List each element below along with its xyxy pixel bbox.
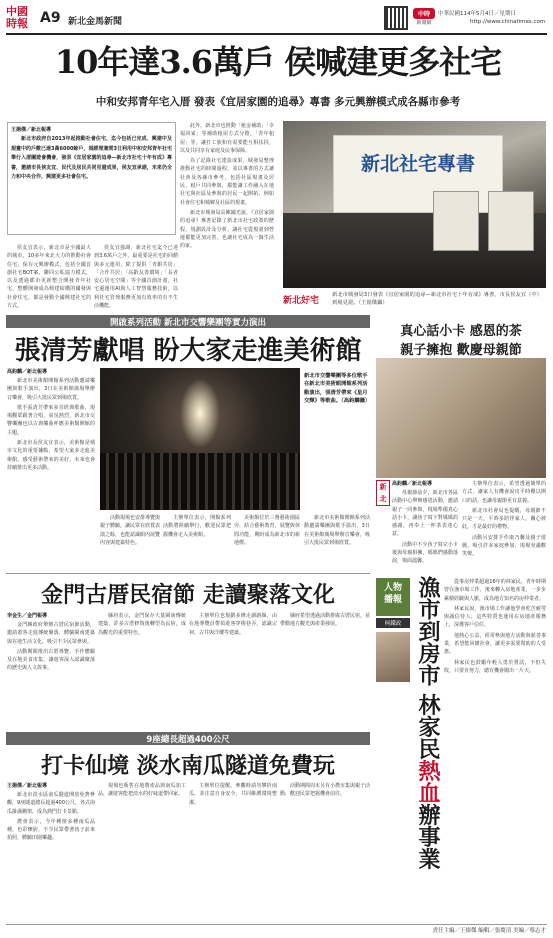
s4-col-1 xyxy=(7,612,95,730)
s2-p1: 歌手張清芳帶來多首經典歌曲，現場觀眾跟著合唱，氣氛熱烈，新北市交響樂團也以古典樂曲呼應美術館開館的主題。 xyxy=(7,404,95,436)
s6-label-mid: 播報 xyxy=(383,595,402,605)
s6-p3: 林家民也鼓勵年輕人勇於嘗試，不怕失敗，只要肯努力，總有機會闖出一片天。 xyxy=(444,659,546,674)
s2-col-2 xyxy=(100,514,160,570)
lead-photo-caption: 新北市城發局3日發表《宜居家園的追尋—新北市社宅十年有成》專書，市長侯友宜（中）到場見證。（王揚傑攝） xyxy=(332,292,542,306)
lead-p1: 侯友宜表示，新北市是全國最大的城市，10多年來北大力的推動社會住宅，保存元興辦模式，包括全國首創社宅BOT案、聯同公私協力模式，以及透過都市更新整合開發青年社宅，整體開發成為興建結構的國發與社會住宅，都是發動全國興建社宅的方式。 xyxy=(7,245,91,310)
s4-p2: 縣府表示，金門保存大量閩南傳統建築，許多古厝修復後轉型為民宿，成為觀光的重要特色。 xyxy=(98,613,186,636)
s2-col-5 xyxy=(304,514,370,570)
s3-headline-2: 親子擁抱 歡慶母親節 xyxy=(400,343,522,358)
issue-date: 中華民國114年5月4日／星期日 xyxy=(438,11,516,17)
photo-banner: 新北社宅專書 xyxy=(361,153,476,175)
photo-logo: 新北好宅 xyxy=(283,296,320,306)
s5-col-1 xyxy=(7,782,95,922)
s3-col-2 xyxy=(462,480,546,568)
s5-p4: 活動期間周末另有小農市集與親子活動，歡迎民眾把握機會前往。 xyxy=(280,783,370,798)
photo-book-placard-2 xyxy=(488,191,534,251)
s6-headline xyxy=(414,576,440,870)
s2-col-1 xyxy=(7,368,95,568)
photo-book-placard xyxy=(433,191,479,251)
s2-p0: 新北市美術館開館系列活動邀請樂團與歌手演出，3日在美術館廣場舉辦音樂會，吸引大批民眾到場欣賞。 xyxy=(7,378,95,401)
s2-photo-caption: 新北市交響樂團等多位歌手在新北市美術館開館系列活動演出，張清芳帶來《星月交輝》等歌曲。（高鈞麟攝） xyxy=(304,373,371,405)
brand-sub: 新聞網 xyxy=(416,20,432,26)
s2-p3: 活動現場也安排導覽與親子體驗，讓民眾在欣賞表演之餘，也能認識館內展覽內容與建築特色。 xyxy=(100,515,160,546)
s5-kicker: 9座總長超過400公尺 xyxy=(146,735,230,745)
lead-photo xyxy=(283,121,546,288)
lead-col-3 xyxy=(180,122,274,312)
s3-p1: 活動中不少孩子寫完小卡後與母親相擁，媽媽們感動落淚，場面溫馨。 xyxy=(392,541,458,565)
s3-col-1 xyxy=(376,480,458,568)
s4-p1: 活動期間推出古厝導覽、手作體驗及在地美食市集，讓遊客深入認識聚落的歷史與人文故事。 xyxy=(7,648,95,672)
s3-p3: 新北市社會局也提醒，母親節不只是一天，平時多陪伴家人、關心彼此，才是最好的禮物。 xyxy=(462,507,546,531)
s6-p2: 他熱心公益，經常參與地方活動與慈善事業，希望能回饋社會，讓更多需要幫助的人受惠。 xyxy=(444,632,546,656)
s3-p0: 母親節前夕，新北市各區活動中心舉辦感恩活動，邀請親子一同參與，現場準備真心話小卡，讓孩子寫下對媽媽的感謝，再奉上一杯茶表達心意。 xyxy=(392,490,458,538)
logo-bottom: 時報 xyxy=(6,17,28,30)
lead-summary-box xyxy=(7,122,176,235)
s4-p3: 主辦單位也規劃多條走讀路線，由在地導覽員帶領遊客穿梭巷弄，認識宗祠、古井與洋樓等建築。 xyxy=(189,613,277,636)
s2-p4: 主辦單位表示，開館系列活動將陸續舉行，歡迎民眾把握機會走入美術館。 xyxy=(163,515,231,538)
brand-icon xyxy=(413,8,435,28)
stage-light xyxy=(180,378,220,448)
lead-p3: 此外，新北市也推動「租金補助」「幸福回家」等補助租屋方式分擔，「青年租屋」等，讓打工族和有需要能互相扶持，以及共同享有家庭及民事保障。 xyxy=(180,123,274,154)
s2-byline: 高鈞麟／新北報導 xyxy=(7,369,48,375)
header-rule xyxy=(6,33,547,35)
s2-p5: 美術館位於三鶯藝術園區旁，結合藝術教育、展覽與休閒功能，期盼成為新北市的新地標。 xyxy=(234,515,300,546)
s6-p1: 林家民說，漁市場工作讓他學會吃苦耐勞與誠信待人，這些特質也運用在房地產服務上，深獲客戶信任。 xyxy=(444,605,546,629)
s3-byline: 高鈞麟／新北報導 xyxy=(392,481,433,487)
page-number: A9 xyxy=(40,10,61,26)
s5-col-4 xyxy=(280,782,370,922)
masthead-logo xyxy=(6,6,36,32)
s2-p2b: 新北市美術館開館系列活動邀請樂團與歌手演出，3日在美術館廣場舉辦音樂會，吸引大批民眾到場欣賞。 xyxy=(304,515,370,546)
lead-subhead: 中和安邦青年宅入厝 發表《宜居家園的追尋》專書 多元興辦模式成各縣市參考 xyxy=(95,96,461,108)
s3-photo xyxy=(376,358,546,478)
s4-col-2 xyxy=(98,612,186,730)
s5-p3: 主辦單位提醒，參觀時請勿攀折南瓜，並注意自身安全，共同維護環境整潔。 xyxy=(189,783,277,806)
qr-code-icon xyxy=(384,6,408,30)
s3-badge: 新北 xyxy=(376,480,390,506)
s6-p0: 從事房仲業超過16年的林家民，青年時期曾在漁市場工作，後來轉入房地產業，一步步累積經驗與人脈，成為地方知名的房仲業者。 xyxy=(444,579,546,602)
s3-p4: 活動另安排手作康乃馨及親子遊戲，吸引許多家庭參加，現場充滿歡笑聲。 xyxy=(462,534,546,558)
s5-headline: 打卡仙境 淡水南瓜隧道免費玩 xyxy=(41,754,335,779)
s6-photo xyxy=(376,632,410,682)
s4-byline: 李金生／金門報導 xyxy=(7,613,48,619)
s2-col-4 xyxy=(234,514,300,570)
s5-byline: 王揚傑／新北報導 xyxy=(7,783,48,789)
s6-badge: 柯鐵政 xyxy=(376,618,410,628)
s4-headline: 金門古厝民宿節 走讀聚落文化 xyxy=(41,583,335,608)
s6-col-1 xyxy=(444,578,546,918)
lead-headline: 10年達3.6萬戶 侯喊建更多社宅 xyxy=(54,43,502,81)
s6-label-box xyxy=(376,578,410,616)
s6-headline-end: 辦事業 xyxy=(415,803,440,870)
s4-col-3 xyxy=(189,612,277,730)
lead-col-2 xyxy=(94,244,178,310)
s6-headline-main: 漁市到房市 林家民 xyxy=(415,576,440,760)
s4-p4: 縣府希望透過活動推廣古厝民宿，並帶動地方觀光與產業發展。 xyxy=(280,613,370,628)
s2-headline: 張清芳獻唱 盼大家走進美術館 xyxy=(14,336,362,366)
s3-headline: 真心話小卡 感恩的茶 xyxy=(400,324,522,339)
s2-photo xyxy=(100,368,300,510)
lead-p2: 侯友宜強調，新北社宅迄今已達到3.6萬戶之外，最重要是社宅的回饋與多元運用，除了提供「青銀共居」「合作共居」「高齡友善環境」「長者安心居宅空間」等全國首創計畫，社宅還運用AI與人工智慧服務技術，以利社宅管理服務更加有效率的有不生活機能。 xyxy=(94,245,178,310)
footer-rule xyxy=(6,924,547,925)
s6-label-top: 人物 xyxy=(383,583,402,593)
s5-p0: 新北市淡水區南瓜隧道開放免費參觀，9座隧道總長超過400公尺，各式南瓜掛滿棚架，成為熱門打卡景點。 xyxy=(7,792,95,815)
s2-p2: 新北市長侯友宜表示，美術館是城市文化的重要據點，希望大家多走進美術館，感受藝術帶來的美好，未來也會持續推出更多活動。 xyxy=(7,440,95,471)
s4-p0: 金門縣政府舉辦古厝民宿節活動，邀請遊客走進傳統聚落，體驗閩南建築與在地生活文化，吸引不少民眾參與。 xyxy=(7,622,95,645)
s3-p2: 主辦單位表示，希望透過簡單的方式，讓家人有機會說出平時難以開口的話，也讓母親節更有意義。 xyxy=(462,481,546,504)
s6-headline-red: 熱血 xyxy=(415,759,440,804)
brand-badge: 中時 xyxy=(413,8,435,19)
site-url: http://www.chinatimes.com xyxy=(470,19,546,25)
logo-top: 中國 xyxy=(6,5,28,18)
lead-summary: 新北市政府自2013年起推動社會住宅，迄今包括已完成、興建中及規畫中的戶數已達3萬6000餘戶，城經理兼問3日利用中和安邦青年社宅舉行入厝團遊會機會，發表《宜居家園的追尋—新北市社宅十年有成》專書，邀請市長侯友宜、民代及居民共同見證成果，侯友宜承諾，未來仍全力和中央合作，興建更多社會住宅。 xyxy=(11,136,172,181)
lead-col-1 xyxy=(7,244,91,310)
s5-col-3 xyxy=(189,782,277,922)
footer-credits: 責任主編／王揚傑 編輯／張慶清 美編／蔡志才 xyxy=(432,928,546,934)
lead-byline: 王揚傑／新北報導 xyxy=(11,127,52,133)
s5-p2: 現場也販售在地農產品與南瓜加工品，讓遊客能把淡水的好味道帶回家。 xyxy=(98,783,186,798)
s5-col-2 xyxy=(98,782,186,922)
s4-rule xyxy=(6,573,370,574)
section-name: 新北金馬新聞 xyxy=(68,17,123,27)
s2-col-3 xyxy=(163,514,231,570)
s2-kicker: 開啟系列活動 新北市交響樂團等實力演出 xyxy=(110,318,266,328)
s5-p1: 農會表示，今年種植多種南瓜品種，色彩繽紛，不少民眾帶著孩子前來拍照，體驗田園樂趣。 xyxy=(7,818,95,842)
lead-p5: 新北市城發局長陳國光說，《宜居家園的追尋》專書記錄了新北市社宅政策的歷程、規劃設計及分析，讓社宅從規畫到營運都能更加完善，也讓社宅成為一個生活的家。 xyxy=(180,209,274,250)
stage-orchestra xyxy=(100,453,300,510)
lead-p4: 為了記錄社宅建設成果，城發局整理推動社宅的時間過程，並以專書的方式讓社會及各縣市參考，包括社區規畫及居民、租戶共同參與，都能讓工作融入在地社宅與社區及參與的居民一起開拓，例如社會住宅和城鄉及社區的規畫。 xyxy=(180,158,274,206)
s4-col-4 xyxy=(280,612,370,730)
